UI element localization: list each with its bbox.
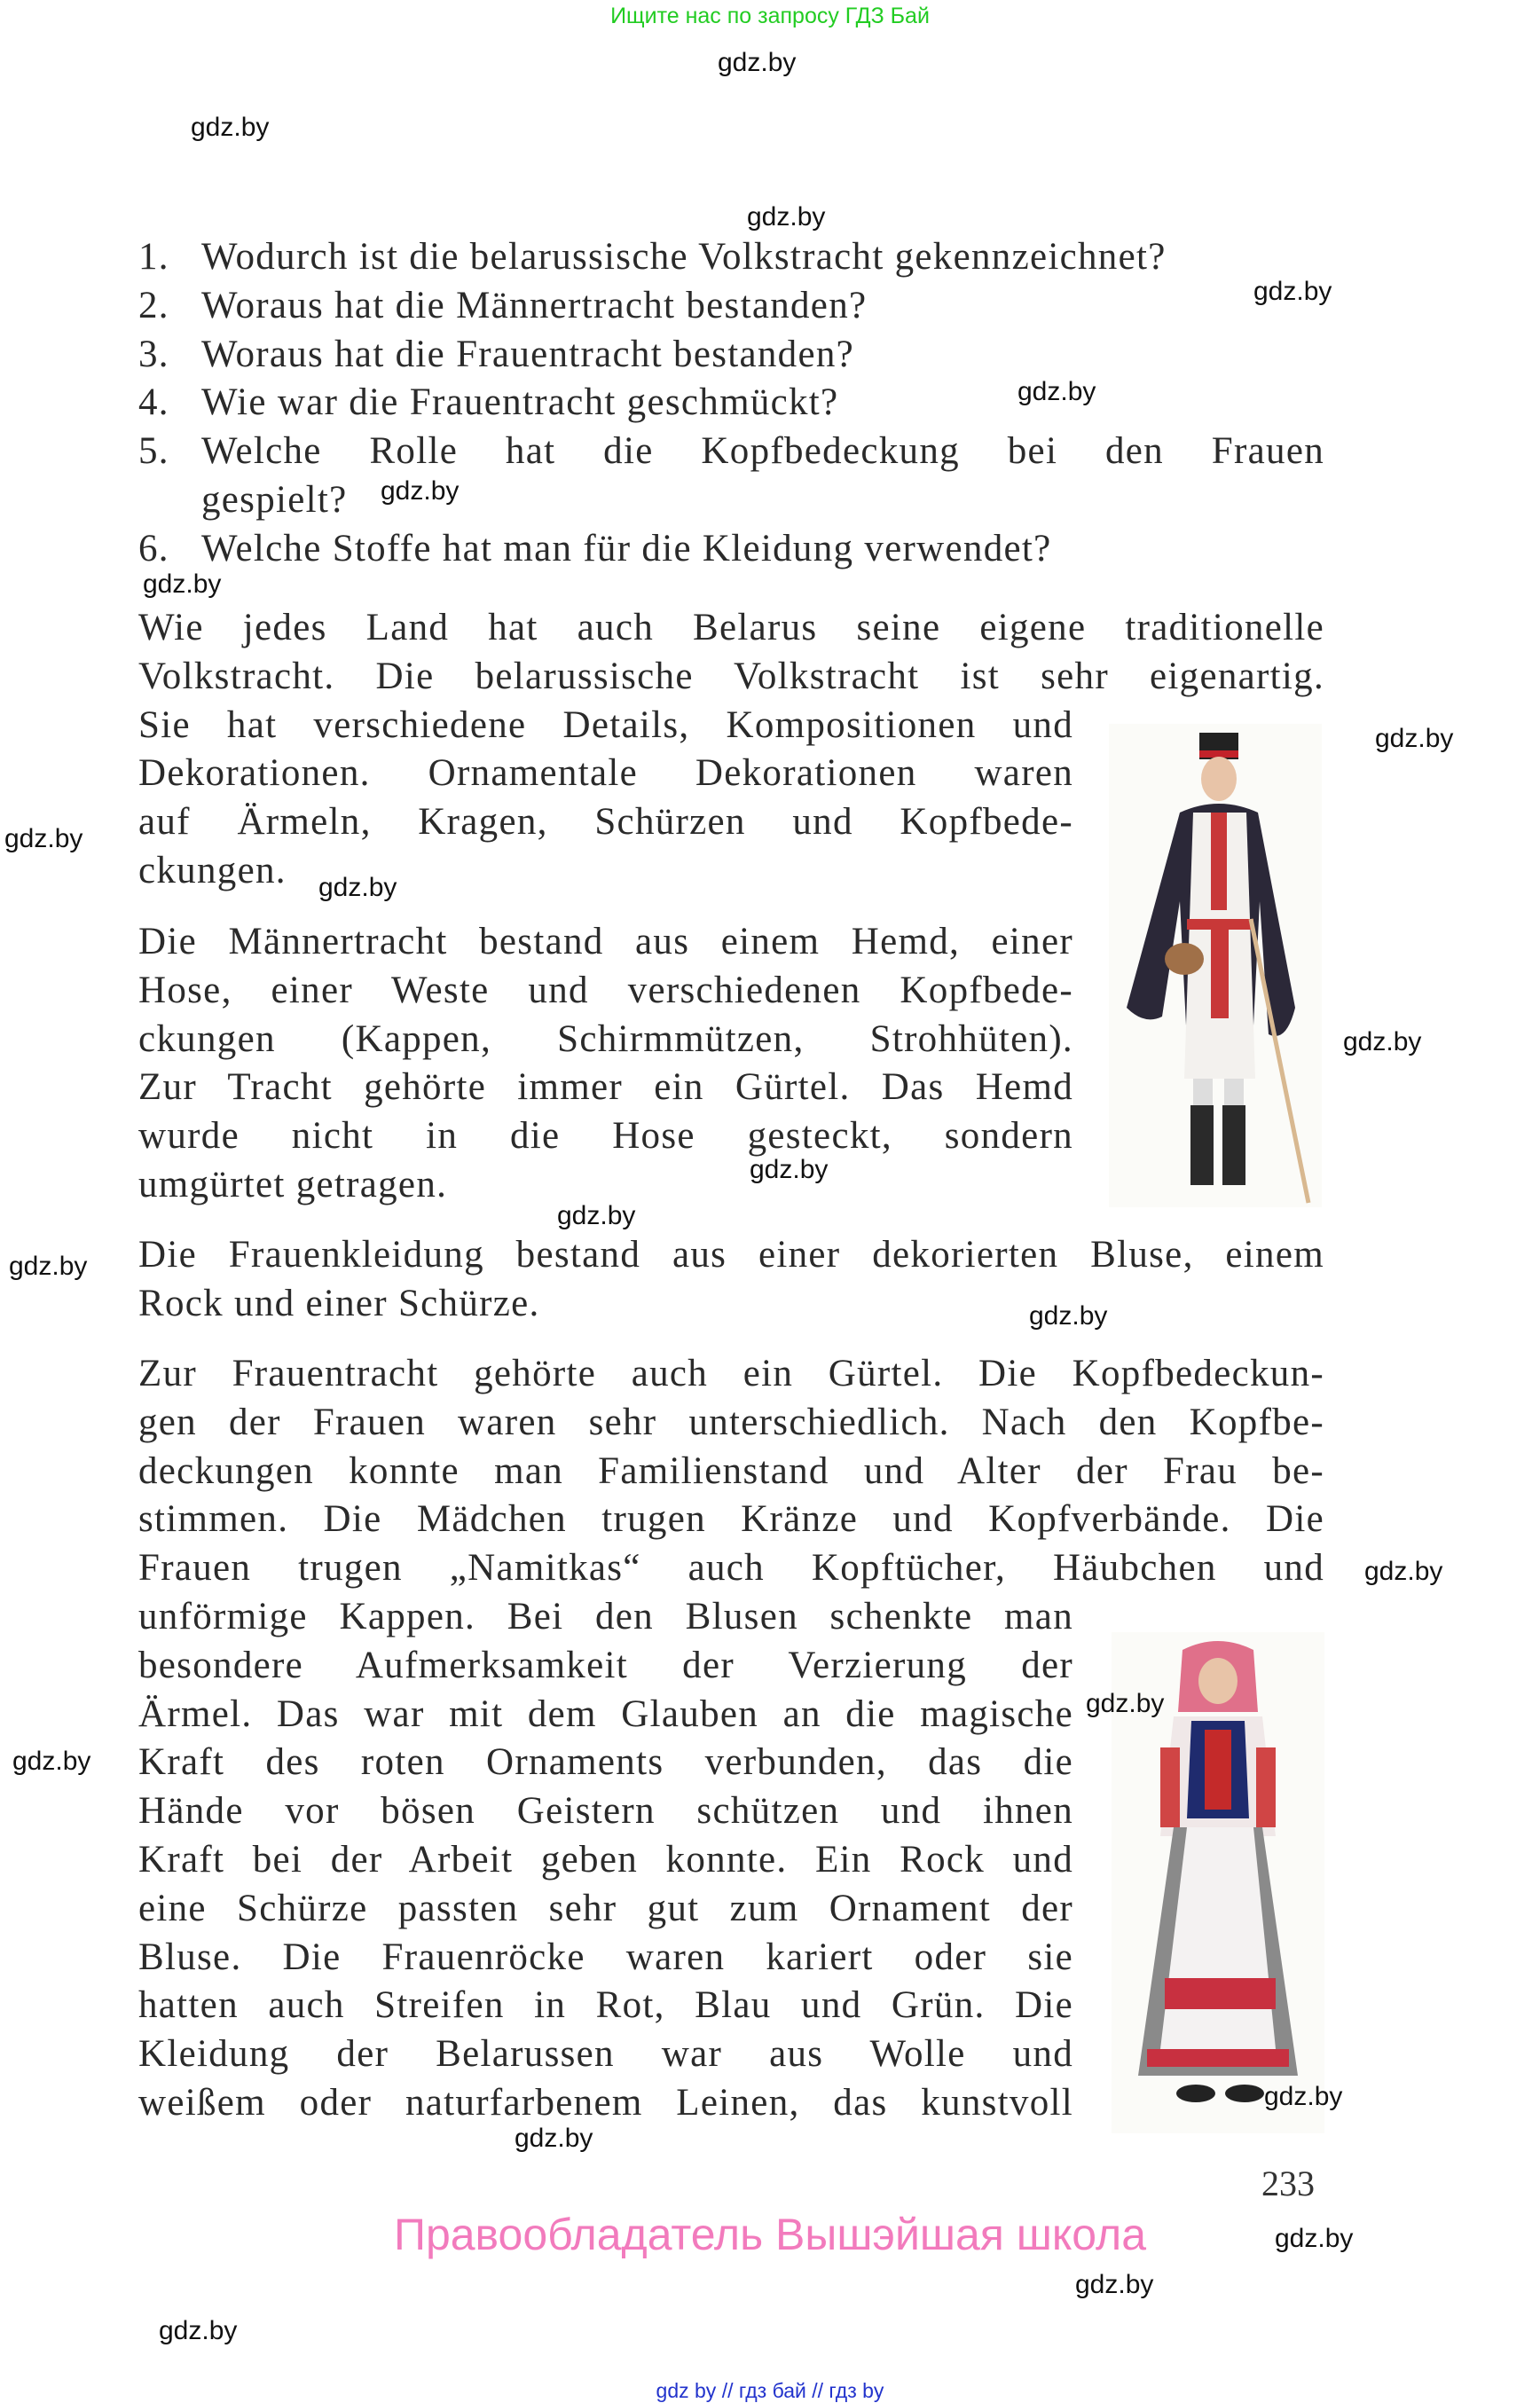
watermark: gdz.by	[1364, 1557, 1443, 1586]
text-line: Hose, einer Weste und verschiedenen Kopfbede-	[138, 969, 1073, 1011]
text-line: auf Ärmeln, Kragen, Schürzen und Kopfbede-	[138, 801, 1073, 844]
watermark: gdz.by	[1343, 1027, 1422, 1056]
text-line: Zur Tracht gehörte immer ein Gürtel. Das Hemd	[138, 1066, 1073, 1109]
text-line: Frauen trugen „Namitkas“ auch Kopftücher, Häubchen und	[138, 1547, 1324, 1590]
text-line: Volkstracht. Die belarussische Volkstracht ist sehr eigenartig.	[138, 655, 1324, 697]
question-number: 5.	[138, 430, 169, 473]
question-6	[138, 525, 1324, 574]
text-line: Rock und einer Schürze.	[138, 1282, 540, 1324]
text-line: Hände vor bösen Geistern schützen und ihnen	[138, 1790, 1073, 1833]
man-costume-illustration	[1109, 724, 1322, 1207]
watermark: gdz.by	[1375, 724, 1454, 753]
text-line: deckungen konnte man Familienstand und Alter der Frau be-	[138, 1449, 1324, 1492]
watermark: gdz.by	[159, 2316, 238, 2345]
text-line: unförmige Kappen. Bei den Blusen schenkte man	[138, 1595, 1073, 1637]
text-line: ckungen (Kappen, Schirmmützen, Strohhüten).	[138, 1017, 1073, 1060]
watermark: gdz.by	[9, 1252, 88, 1281]
watermark: gdz.by	[191, 113, 270, 142]
watermark: gdz.by	[750, 1155, 829, 1184]
watermark: gdz.by	[718, 48, 797, 77]
text-line: weißem oder naturfarbenem Leinen, das kunstvoll	[138, 2081, 1073, 2124]
watermark: gdz.by	[747, 202, 826, 232]
text-line: eine Schürze passten sehr gut zum Ornament der	[138, 1887, 1073, 1929]
watermark: gdz.by	[1075, 2270, 1154, 2299]
question-number: 2.	[138, 284, 169, 326]
watermark: gdz.by	[12, 1747, 91, 1776]
watermark: gdz.by	[515, 2124, 593, 2153]
text-line: Sie hat verschiedene Details, Kompositionen und	[138, 703, 1073, 746]
text-line: gen der Frauen waren sehr unterschiedlich. Nach den Kopfbe-	[138, 1401, 1324, 1443]
question-text: Wodurch ist die belarussische Volkstracht gekennzeichnet?	[201, 236, 1167, 278]
question-text: Welche Stoffe hat man für die Kleidung verwendet?	[201, 527, 1052, 569]
text-line: Wie jedes Land hat auch Belarus seine eigene traditionelle	[138, 607, 1324, 648]
question-3	[138, 331, 1324, 380]
question-text: Woraus hat die Männertracht bestanden?	[201, 284, 868, 326]
text-line: Zur Frauentracht gehörte auch ein Gürtel. Die Kopfbedeckun-	[138, 1353, 1324, 1394]
question-5	[138, 428, 1324, 476]
watermark: gdz.by	[1275, 2224, 1354, 2253]
text-line: besondere Aufmerksamkeit der Verzierung der	[138, 1644, 1073, 1686]
text-line: wurde nicht in die Hose gesteckt, sondern	[138, 1115, 1073, 1158]
question-2	[138, 282, 1324, 331]
question-text: Wie war die Frauentracht geschmückt?	[201, 381, 839, 424]
question-number: 1.	[138, 236, 169, 278]
page-number: 233	[1261, 2163, 1315, 2203]
paragraph-women-short	[138, 1231, 1324, 1329]
question-1	[138, 233, 1324, 282]
text-line: Bluse. Die Frauenröcke waren kariert oder sie	[138, 1936, 1073, 1978]
text-line: Kleidung der Belarussen war aus Wolle und	[138, 2033, 1073, 2076]
question-text: Woraus hat die Frauentracht bestanden?	[201, 333, 855, 375]
watermark: gdz.by	[1086, 1689, 1165, 1718]
watermark: gdz.by	[4, 824, 83, 853]
question-number: 6.	[138, 527, 169, 569]
watermark: gdz.by	[1264, 2082, 1343, 2111]
text-line: stimmen. Die Mädchen trugen Kränze und Kopfverbände. Die	[138, 1498, 1324, 1541]
text-line: Dekorationen. Ornamentale Dekorationen waren	[138, 752, 1073, 795]
question-text: Welche Rolle hat die Kopfbedeckung bei den Frauen	[201, 430, 1324, 473]
questions-list	[138, 233, 1324, 574]
text-line: umgürtet getragen.	[138, 1163, 448, 1205]
watermark: gdz.by	[1253, 277, 1332, 306]
watermark: gdz.by	[1018, 377, 1096, 406]
text-line: Die Männertracht bestand aus einem Hemd, einer	[138, 921, 1073, 962]
text-line: Die Frauenkleidung bestand aus einer dekorierten Bluse, einem	[138, 1234, 1324, 1276]
text-line: Kraft bei der Arbeit geben konnte. Ein Rock und	[138, 1838, 1073, 1881]
watermark: gdz.by	[381, 476, 460, 506]
question-5-cont	[138, 476, 1324, 525]
footer-links[interactable]: gdz by // гдз бай // гдз by	[656, 2379, 884, 2402]
question-number: 4.	[138, 381, 169, 424]
text-line: Ärmel. Das war mit dem Glauben an die magische	[138, 1692, 1073, 1735]
watermark: gdz.by	[557, 1201, 636, 1230]
search-banner: Ищите нас по запросу ГДЗ Бай	[610, 4, 930, 28]
watermark: gdz.by	[1029, 1301, 1108, 1331]
question-text: gespielt?	[201, 478, 348, 521]
text-line: ckungen.	[138, 849, 287, 891]
question-number: 3.	[138, 333, 169, 375]
watermark: gdz.by	[318, 873, 397, 902]
text-line: Kraft des roten Ornaments verbunden, das die	[138, 1741, 1073, 1784]
question-4	[138, 379, 1324, 428]
watermark: gdz.by	[143, 569, 222, 599]
copyright-notice: Правообладатель Вышэйшая школа	[394, 2210, 1146, 2259]
text-line: hatten auch Streifen in Rot, Blau und Grün. Die	[138, 1984, 1073, 2027]
